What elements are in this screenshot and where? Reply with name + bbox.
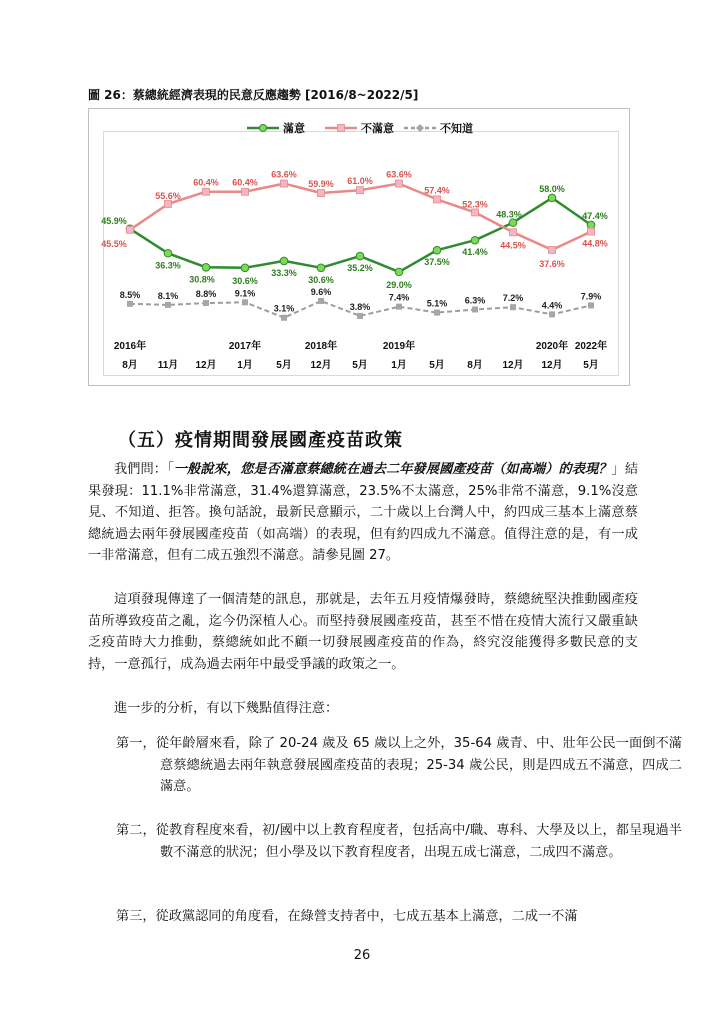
point-unknown-0 [127,301,133,307]
paragraph-1-rest: 」結果發現：11.1%非常滿意，31.4%還算滿意，23.5%不太滿意，25%非常不滿意，9.1%沒意見、不知道、拒答。換句話說，最新民意顯示，二十歲以上台灣人中，約四成三基本上滿意蔡總統過去兩年發展國產疫苗（如高端）的表現，但有約四成九不滿意。值得注意的是，有一成一非常滿意，但有二成五強烈不滿意。請參見圖 27。 [88,462,639,563]
point-dissatisfied-12 [588,228,595,235]
point-unknown-8 [434,310,440,316]
point-satisfied-12 [587,221,595,229]
data-label-2-0: 8.5% [119,289,141,300]
point-unknown-12 [588,302,594,308]
survey-question: 一般說來，您是否滿意蔡總統在過去二年發展國產疫苗（如高端）的表現？ [173,462,612,477]
point-dissatisfied-5 [318,190,325,197]
data-label-1-12: 44.8% [582,238,608,249]
point-unknown-11 [549,311,555,317]
x-month-label-9: 8月 [467,360,483,371]
data-label-2-4: 3.1% [273,303,295,314]
legend-label-2: 不知道 [440,123,473,135]
point-satisfied-4 [280,257,288,265]
x-month-label-4: 5月 [276,360,292,371]
point-unknown-5 [318,298,324,304]
point-unknown-7 [396,304,402,310]
data-label-2-9: 6.3% [464,295,486,306]
x-month-label-10: 12月 [502,360,524,371]
data-label-0-6: 35.2% [347,263,373,274]
list-item-1: 第一，從年齡層來看，除了 20-24 歲及 65 歲以上之外，35-64 歲青、中、壯年公民一面倒不滿意蔡總統過去兩年執意發展國產疫苗的表現；25-34 歲公民，則是四成五不滿意，四成二滿意。 [116,736,682,794]
figure-title: 圖 26：蔡總統經濟表現的民意反應趨勢 [2016/8~2022/5] [88,88,419,102]
data-label-2-10: 7.2% [502,293,524,304]
legend-label-0: 滿意 [283,123,305,135]
point-unknown-1 [165,302,171,308]
data-label-1-9: 52.3% [462,199,488,210]
x-month-label-12: 5月 [583,360,599,371]
legend-marker-1 [338,125,345,132]
x-year-label-7: 2019年 [382,341,416,352]
data-label-2-12: 7.9% [580,291,602,302]
point-dissatisfied-7 [396,180,403,187]
data-label-2-11: 4.4% [541,300,563,311]
point-dissatisfied-11 [549,246,556,253]
series-line-0 [130,198,591,272]
data-label-1-1: 55.6% [155,190,181,201]
point-satisfied-11 [548,194,556,202]
x-year-label-5: 2018年 [304,341,338,352]
data-label-1-5: 59.9% [308,179,334,190]
point-dissatisfied-0 [127,226,134,233]
data-label-2-2: 8.8% [195,289,217,300]
data-label-2-6: 3.8% [349,301,371,312]
data-label-2-5: 9.6% [310,287,332,297]
point-satisfied-9 [471,236,479,244]
point-unknown-3 [242,299,248,305]
legend-label-1: 不滿意 [361,123,394,135]
point-dissatisfied-10 [510,229,517,236]
point-satisfied-6 [356,252,364,260]
data-label-2-1: 8.1% [157,290,179,301]
point-dissatisfied-9 [472,209,479,216]
x-month-label-5: 12月 [310,360,332,371]
legend-marker-2 [416,124,424,132]
point-satisfied-2 [202,264,210,272]
data-label-1-0: 45.5% [101,238,127,249]
point-dissatisfied-2 [203,188,210,195]
point-dissatisfied-4 [281,180,288,187]
data-label-0-3: 30.6% [232,275,258,286]
x-month-label-1: 11月 [157,360,179,371]
data-label-1-3: 60.4% [232,177,258,188]
data-label-1-4: 63.6% [271,169,297,180]
x-month-label-6: 5月 [352,360,368,371]
line-chart [0,0,724,400]
point-unknown-4 [281,315,287,321]
point-satisfied-3 [241,264,249,272]
point-dissatisfied-3 [242,188,249,195]
page-number: 26 [353,948,371,963]
data-label-0-9: 41.4% [462,247,488,258]
data-label-1-11: 37.6% [539,258,565,269]
x-month-label-11: 12月 [541,360,563,371]
point-unknown-2 [203,300,209,306]
point-unknown-9 [472,307,478,313]
point-satisfied-8 [433,246,441,254]
list-item-2: 第二，從教育程度來看，初/國中以上教育程度者，包括高中/職、專科、大學及以上，都呈現過半數不滿意的狀況；但小學及以下教育程度者，出現五成七滿意，二成四不滿意。 [116,823,682,860]
x-year-label-12: 2022年 [574,341,608,352]
data-label-2-8: 5.1% [426,298,448,309]
point-satisfied-7 [395,268,403,276]
point-satisfied-1 [164,249,172,257]
paragraph-3: 進一步的分析，有以下幾點值得注意： [114,701,339,716]
x-year-label-11: 2020年 [535,341,569,352]
x-month-label-8: 5月 [429,360,445,371]
data-label-1-2: 60.4% [193,177,219,188]
x-year-label-3: 2017年 [228,341,262,352]
point-dissatisfied-8 [434,196,441,203]
data-label-2-3: 9.1% [234,288,256,299]
data-label-0-5: 30.6% [308,274,334,285]
x-month-label-2: 12月 [195,360,217,371]
x-year-label-0: 2016年 [113,341,147,352]
data-label-0-8: 37.5% [424,257,450,268]
paragraph-1 [88,459,638,567]
data-label-1-6: 61.0% [347,176,373,187]
data-label-2-7: 7.4% [388,292,410,303]
paragraph-1-lead: 我們問：「 [114,462,174,477]
data-label-0-0: 45.9% [101,215,127,226]
point-dissatisfied-6 [357,187,364,194]
section-title: （五）疫情期間發展國產疫苗政策 [118,430,403,451]
point-unknown-6 [357,313,363,319]
data-label-0-1: 36.3% [155,260,181,271]
x-month-label-7: 1月 [391,360,407,371]
data-label-0-7: 29.0% [386,279,412,290]
paragraph-2: 這項發現傳達了一個清楚的訊息，那就是，去年五月疫情爆發時，蔡總統堅決推動國產疫苗所導致疫苗之亂，迄今仍深植人心。而堅持發展國產疫苗，甚至不惜在疫情大流行又嚴重缺乏疫苗時大力推動，蔡總統如此不顧一切發展國產疫苗的作為，終究沒能獲得多數民意的支持，一意孤行，成為過去兩年中最受爭議的政策之一。 [88,592,638,672]
data-label-0-12: 47.4% [582,210,608,221]
data-label-1-8: 57.4% [424,185,450,196]
data-label-0-2: 30.8% [189,274,215,285]
point-satisfied-10 [509,219,517,227]
data-label-1-7: 63.6% [386,169,412,180]
point-satisfied-5 [317,264,325,272]
data-label-1-10: 44.5% [500,240,526,251]
point-unknown-10 [510,304,516,310]
x-month-label-3: 1月 [237,360,253,371]
legend-marker-0 [260,125,267,132]
x-month-label-0: 8月 [122,360,138,371]
point-dissatisfied-1 [165,200,172,207]
data-label-0-11: 58.0% [539,183,565,194]
data-label-0-4: 33.3% [271,267,297,278]
data-label-0-10: 48.3% [496,209,522,220]
list-item-3: 第三，從政黨認同的角度看，在綠營支持者中，七成五基本上滿意，二成一不滿 [116,909,578,924]
